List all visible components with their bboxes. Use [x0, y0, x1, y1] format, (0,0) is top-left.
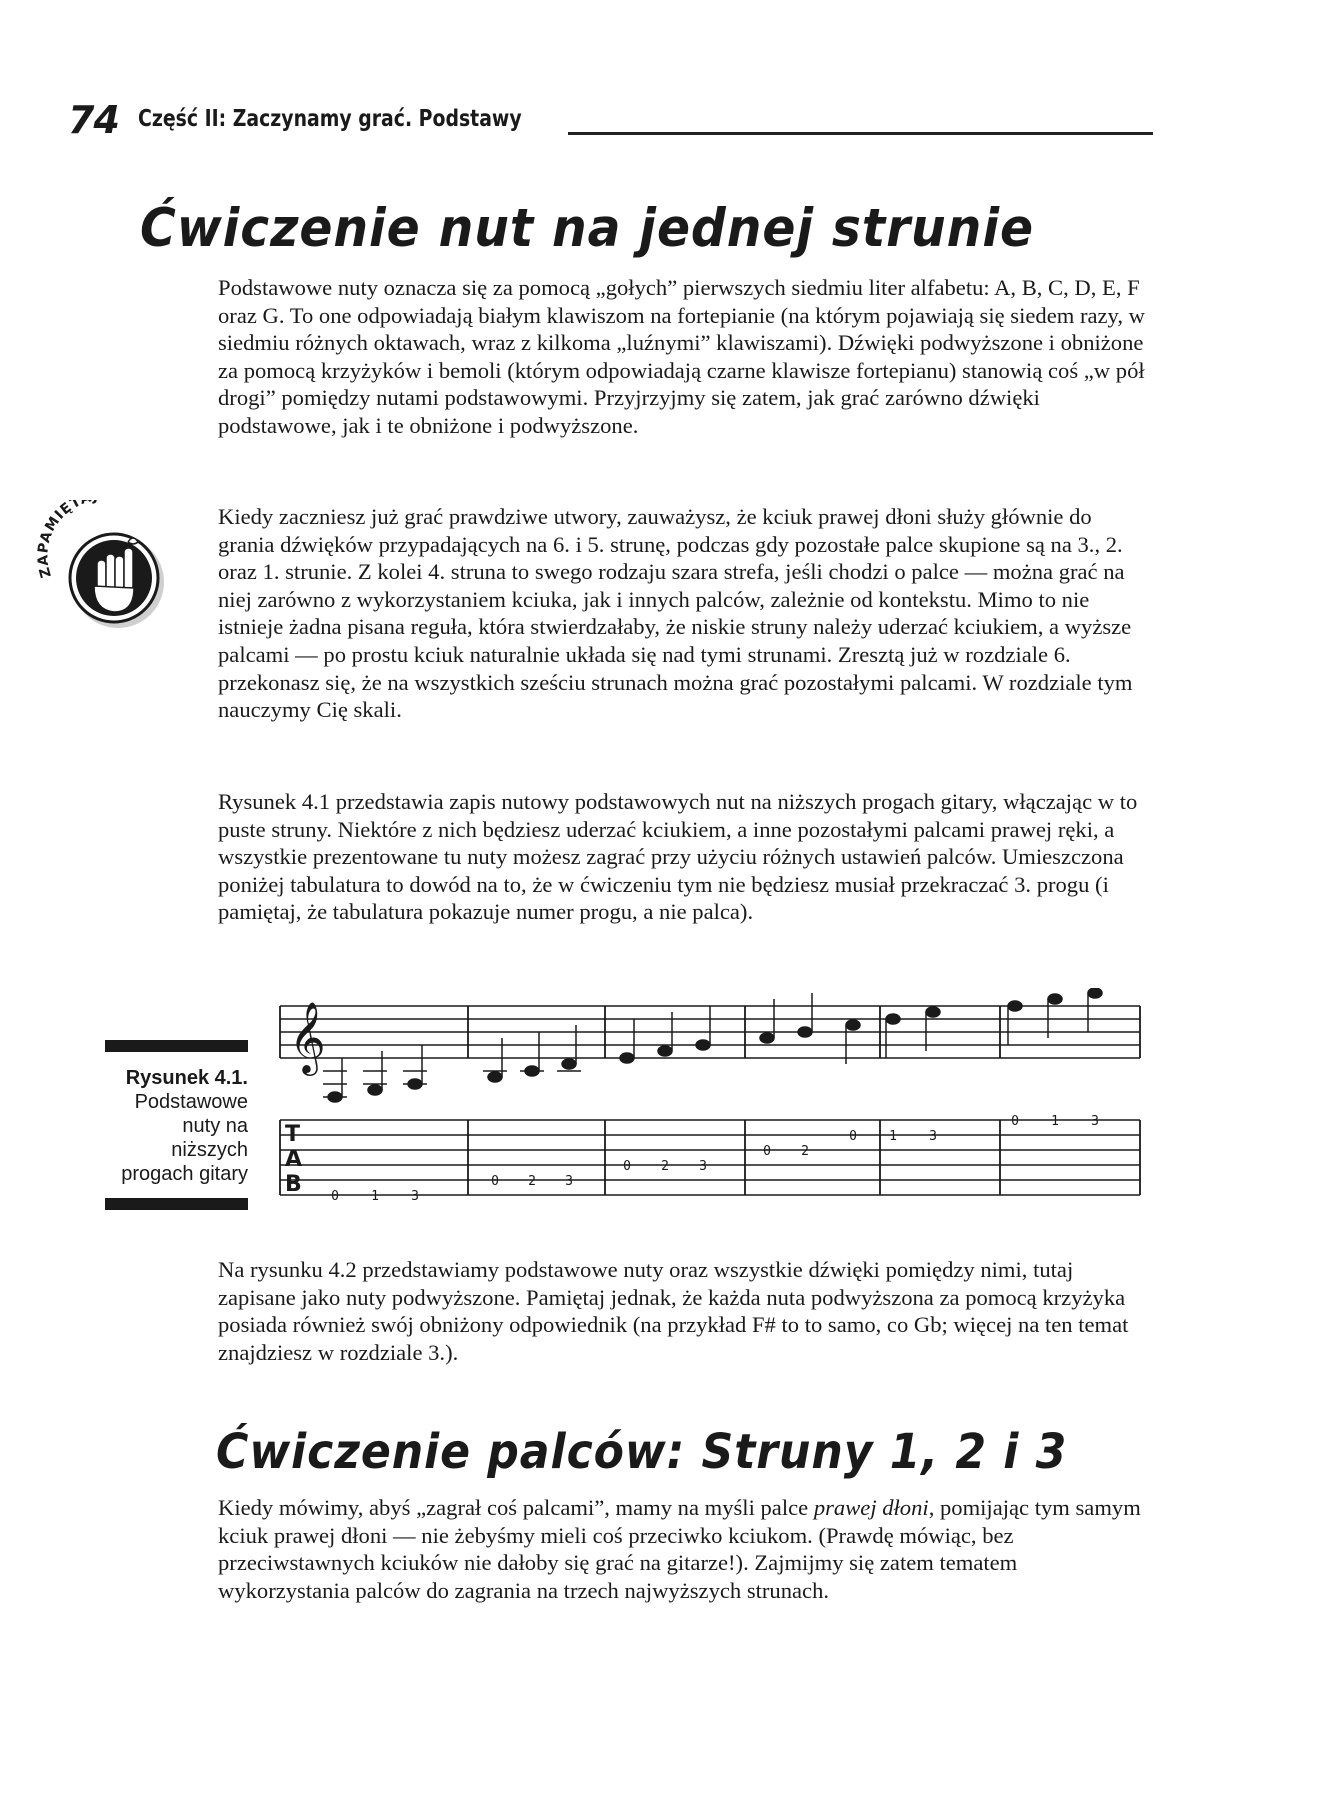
note-head [328, 1092, 342, 1102]
tab-number: 2 [528, 1174, 536, 1189]
note-head [846, 1020, 860, 1030]
tab-number: 0 [1011, 1114, 1019, 1129]
section-2-title: Ćwiczenie palców: Struny 1, 2 i 3 [216, 1424, 1068, 1480]
tab-number: 3 [1091, 1114, 1099, 1129]
paragraph-1: Podstawowe nuty oznacza się za pomocą „gołych” pierwszych siedmiu liter alfabetu: A, B, C, D, E, F oraz G. To one odpowiadają białym klawiszom na fortepianie (na którym pojawiają się siedem razy, w siedmiu różnych oktawach, wraz z kilkoma „luźnymi” klawiszami). Dźwięki podwyższone i obniżone za pomocą krzyżyków i bemoli (którym odpowiadają czarne klawisze fortepianu) stanowią coś „w pół drogi” pomiędzy nutami podstawowymi. Przyjrzyjmy się zatem, jak grać zarówno dźwięki podstawowe, jak i te obniżone i podwyższone. [218, 275, 1145, 438]
section-title: Ćwiczenie nut na jednej strunie [140, 198, 1034, 259]
remember-margin-icon [34, 500, 174, 635]
tab-lines [280, 1120, 1140, 1195]
page-number: 74 [68, 98, 119, 142]
music-figure [275, 988, 1145, 1218]
caption-bar-bottom [105, 1198, 248, 1210]
note-head [760, 1033, 774, 1043]
note-head [562, 1059, 576, 1069]
tab-number: 0 [623, 1159, 631, 1174]
tab-number: 3 [699, 1159, 707, 1174]
note-head [886, 1014, 900, 1024]
tab-number: 0 [331, 1189, 339, 1204]
tab-number: 3 [411, 1189, 419, 1204]
note-head [696, 1040, 710, 1050]
tab-barlines [280, 1120, 1140, 1195]
paragraph-3: Rysunek 4.1 przedstawia zapis nutowy podstawowych nut na niższych progach gitary, włączając w to puste struny. Niektóre z nich będziesz uderzać kciukiem, a inne pozostałymi palcami prawej ręki, a wszystkie prezentowane tu nuty możesz zagrać przy użyciu różnych ustawień palców. Umieszczona poniżej tabulatura to dowód na to, że w ćwiczeniu tym nie będziesz musiał przekraczać 3. progu (i pamiętaj, że tabulatura pokazuje numer progu, a nie palca). [218, 789, 1138, 925]
tab-number: 2 [801, 1144, 809, 1159]
figure-caption-block [105, 1040, 248, 1210]
paragraph-5-emphasis: prawej dłoni [813, 1495, 929, 1520]
tab-number: 3 [565, 1174, 573, 1189]
tab-numbers [331, 1114, 1099, 1204]
note-head [1088, 988, 1102, 998]
tab-number: 1 [371, 1189, 379, 1204]
paragraph-4: Na rysunku 4.2 przedstawiamy podstawowe nuty oraz wszystkie dźwięki pomiędzy nimi, tutaj zapisane jako nuty podwyższone. Pamiętaj jednak, że każda nuta podwyższona za pomocą krzyżyka posiada również swój obniżony odpowiednik (na przykład F# to to samo, co Gb; więcej na ten temat znajdziesz w rozdziale 3.). [218, 1257, 1129, 1365]
note-head [488, 1072, 502, 1082]
tab-letter-b: B [285, 1172, 302, 1197]
tab-number: 1 [889, 1129, 897, 1144]
note-head [658, 1046, 672, 1056]
note-head [525, 1066, 539, 1076]
figure-label: Rysunek 4.1. [125, 1067, 248, 1089]
tab-number: 3 [929, 1129, 937, 1144]
note-head [1008, 1001, 1022, 1011]
treble-clef-icon: 𝄞 [289, 1000, 326, 1073]
note-head [1048, 994, 1062, 1004]
tab-number: 0 [763, 1144, 771, 1159]
header-rule [568, 132, 1153, 135]
hand-remember-icon [34, 500, 174, 635]
tab-letter-t: T [285, 1122, 301, 1147]
note-head [408, 1079, 422, 1089]
running-header [68, 98, 1153, 140]
tab-number: 1 [1051, 1114, 1059, 1129]
part-title: Część II: Zaczynamy grać. Podstawy [138, 106, 522, 132]
tab-number: 0 [849, 1129, 857, 1144]
paragraph-2: Kiedy zaczniesz już grać prawdziwe utwory, zauważysz, że kciuk prawej dłoni służy głównie do grania dźwięków przypadających na 6. i 5. strunę, podczas gdy pozostałe palce skupione są na 3., 2. oraz 1. strunie. Z kolei 4. struna to swego rodzaju szara strefa, jeśli chodzi o palce — można grać na niej zarówno z wykorzystaniem kciuka, jak i innych palców, zależnie od kontekstu. Mimo to nie istnieje żadna pisana reguła, która stwierdzałaby, że niskie struny należy uderzać kciukiem, a wyższe palcami — po prostu kciuk naturalnie układa się nad tymi strunami. Zresztą już w rozdziale 6. przekonasz się, że na wszystkich sześciu strunach można grać pozostałymi palcami. W rozdziale tym nauczymy Cię skali. [218, 504, 1133, 723]
remember-label: ZAPAMIĘT [35, 500, 84, 580]
paragraph-5-part-a: Kiedy mówimy, abyś „zagrał coś palcami”, mamy na myśli palce [218, 1495, 814, 1520]
figure-caption-text: Podstawowe nuty na niższych progach gitary [121, 1091, 248, 1185]
tab-number: 0 [491, 1174, 499, 1189]
note-head [926, 1007, 940, 1017]
tab-number: 2 [661, 1159, 669, 1174]
note-head [620, 1053, 634, 1063]
tab-letter-a: A [285, 1147, 303, 1172]
note-head [368, 1085, 382, 1095]
paragraph-5 [218, 1494, 1153, 1604]
caption-bar-top [105, 1040, 248, 1052]
figure-caption [105, 1052, 248, 1198]
paragraph-5-part-b: , pomijając tym samym kciuk prawej dłoni — nie żebyśmy mieli coś przeciwko kciukom. (Prawdę mówiąc, bez przeciwstawnych kciuków nie dałoby się grać na gitarze!). Zajmijmy się zatem tematem wykorzystania palców do zagrania na trzech najwyższych strunach. [218, 1495, 1141, 1603]
note-head [798, 1027, 812, 1037]
